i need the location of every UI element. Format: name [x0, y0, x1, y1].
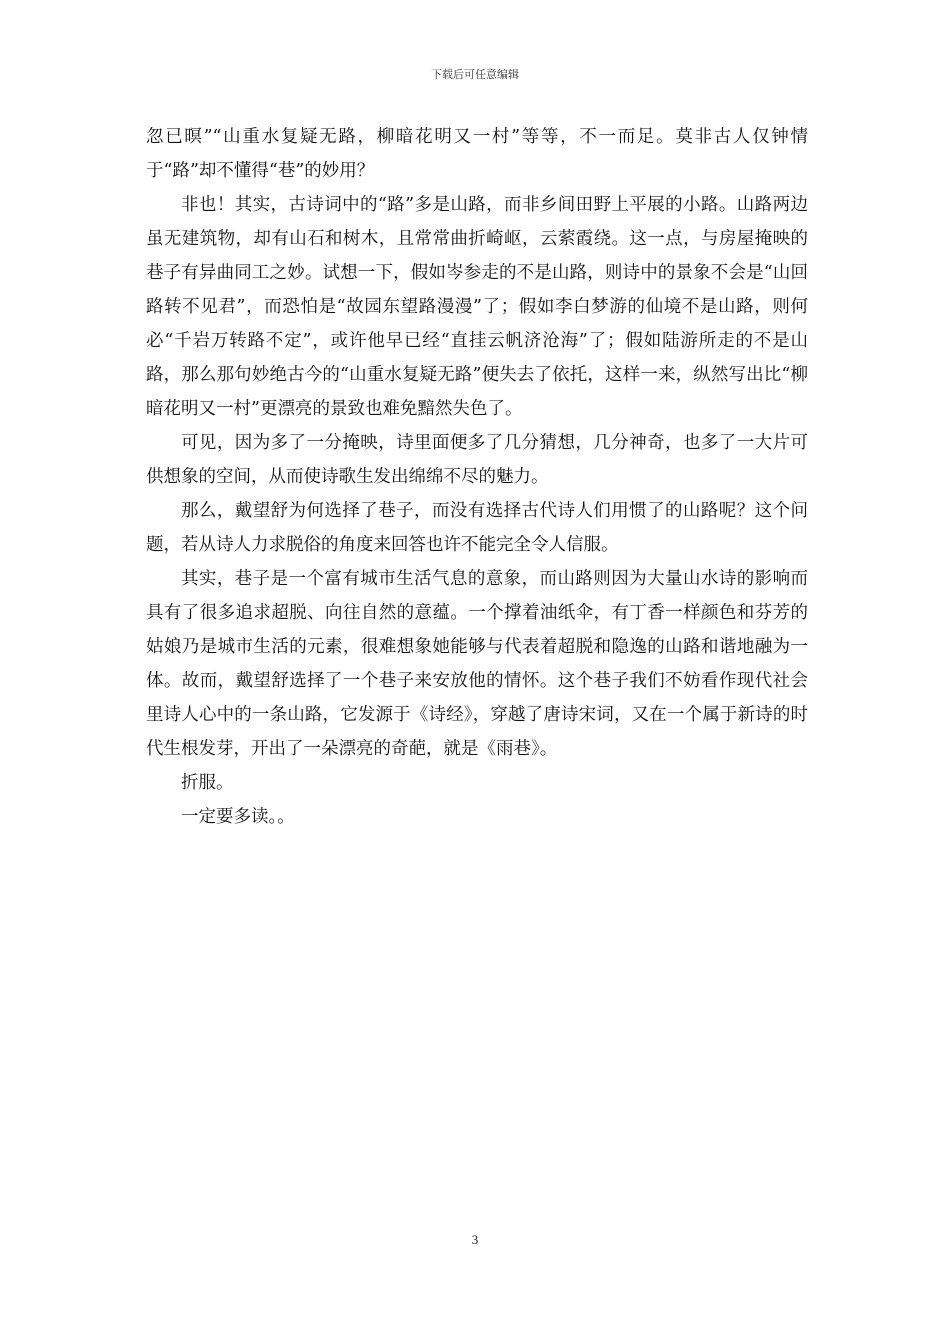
paragraph-1: 忽已暝”“山重水复疑无路，柳暗花明又一村”等等，不一而足。莫非古人仅钟情于“路”却不懂得“巷”的妙用？ — [146, 127, 808, 181]
page-header: 下载后可任意编辑 — [431, 68, 519, 81]
paragraph-3: 可见，因为多了一分掩映，诗里面便多了几分猜想，几分神奇，也多了一大片可供想象的空间，从而使诗歌生发出绵绵不尽的魅力。 — [146, 433, 808, 487]
page-number: 3 — [471, 1232, 479, 1247]
paragraph-7: 一定要多读。。 — [181, 807, 295, 827]
paragraph-6: 折服。 — [181, 773, 234, 793]
paragraph-4: 那么，戴望舒为何选择了巷子，而没有选择古代诗人们用惯了的山路呢？这个问题，若从诗人力求脱俗的角度来回答也许不能完全令人信服。 — [146, 501, 808, 555]
article-body — [146, 120, 808, 834]
paragraph-2: 非也！其实，古诗词中的“路”多是山路，而非乡间田野上平展的小路。山路两边虽无建筑物，却有山石和树木，且常常曲折崎岖，云萦霞绕。这一点，与房屋掩映的巷子有异曲同工之妙。试想一下，假如岑参走的不是山路，则诗中的景象不会是“山回路转不见君”，而恐怕是“故园东望路漫漫”了；假如李白梦游的仙境不是山路，则何必“千岩万转路不定”，或许他早已经“直挂云帆济沧海”了；假如陆游所走的不是山路，那么那句妙绝古今的“山重水复疑无路”便失去了依托，这样一来，纵然写出比“柳暗花明又一村”更漂亮的景致也难免黯然失色了。 — [146, 195, 808, 419]
paragraph-5: 其实，巷子是一个富有城市生活气息的意象，而山路则因为大量山水诗的影响而具有了很多追求超脱、向往自然的意蕴。一个撑着油纸伞，有丁香一样颜色和芬芳的姑娘乃是城市生活的元素，很难想象她能够与代表着超脱和隐逸的山路和谐地融为一体。故而，戴望舒选择了一个巷子来安放他的情怀。这个巷子我们不妨看作现代社会里诗人心中的一条山路，它发源于《诗经》，穿越了唐诗宋词，又在一个属于新诗的时代生根发芽，开出了一朵漂亮的奇葩，就是《雨巷》。 — [146, 569, 808, 759]
